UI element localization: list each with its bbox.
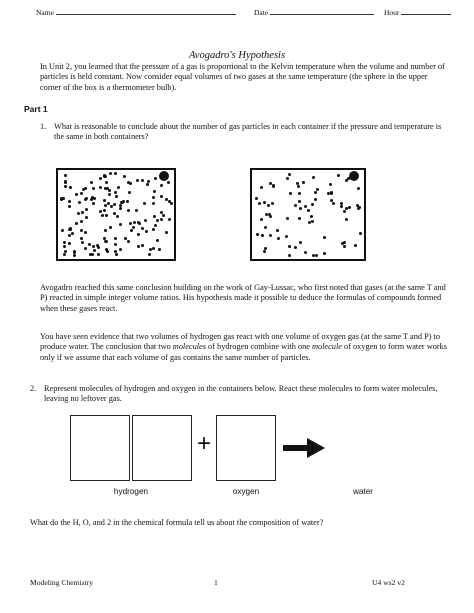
gas-particle (78, 201, 81, 204)
gas-particle (260, 218, 263, 221)
gas-particle (311, 203, 314, 206)
gas-particle (312, 176, 315, 179)
gas-particle (105, 214, 108, 217)
gas-particle (90, 181, 93, 184)
gas-particle (73, 254, 76, 257)
gas-particle (114, 191, 117, 194)
gas-particle (130, 229, 133, 232)
gas-particle (345, 218, 348, 221)
gas-particle (329, 183, 332, 186)
gas-particle (80, 229, 83, 232)
gas-particle (128, 191, 131, 194)
gas-particle (265, 213, 268, 216)
gas-particle (314, 198, 317, 201)
hour-line (401, 14, 451, 15)
gas-particle (123, 175, 126, 178)
gas-particle (91, 253, 94, 256)
gas-particle (298, 192, 301, 195)
gas-particle (264, 247, 267, 250)
gas-particle (99, 186, 102, 189)
gas-particle (63, 253, 66, 256)
footer-version: U4 ws2 v2 (372, 578, 405, 587)
gas-particle (63, 241, 66, 244)
gas-particle (80, 192, 83, 195)
gas-particle (141, 179, 144, 182)
gas-particle (314, 191, 317, 194)
gas-container-right (250, 168, 366, 261)
gas-particle (84, 247, 87, 250)
gas-particle (343, 245, 346, 248)
gas-particle (127, 209, 130, 212)
gas-particle (294, 204, 297, 207)
gas-particle (64, 180, 67, 183)
question-3-text: What do the H, O, and 2 in the chemical formula tell us about the composition of water? (30, 518, 324, 527)
part-heading: Part 1 (24, 104, 48, 114)
gas-particle (129, 182, 132, 185)
gas-particle (358, 206, 361, 209)
gas-particle (113, 203, 116, 206)
gas-particle (286, 177, 289, 180)
gas-particle (340, 205, 343, 208)
gas-particle (263, 250, 266, 253)
gas-particle (110, 205, 113, 208)
gas-particle (152, 247, 155, 250)
gas-particle (286, 217, 289, 220)
gas-particle (92, 202, 95, 205)
gas-particle (144, 219, 147, 222)
gas-particle (337, 174, 340, 177)
gas-particle (296, 182, 299, 185)
oxygen-label: oxygen (232, 487, 260, 496)
gas-particle (146, 183, 149, 186)
name-line (56, 14, 236, 15)
gas-particle (256, 233, 259, 236)
gas-particle (148, 253, 151, 256)
gas-particle (85, 197, 88, 200)
gas-particle (347, 177, 350, 180)
gas-particle (69, 186, 72, 189)
gas-particle (304, 205, 307, 208)
gas-particle (104, 204, 107, 207)
gas-particle (289, 192, 292, 195)
hydrogen-container-1[interactable] (70, 415, 130, 481)
gas-particle (114, 172, 117, 175)
gas-particle (122, 200, 125, 203)
gas-particle (145, 230, 148, 233)
gas-particle (269, 234, 272, 237)
gas-particle (298, 217, 301, 220)
gas-particle (255, 197, 258, 200)
gas-particle (269, 182, 272, 185)
footer-course: Modeling Chemistry (30, 578, 94, 587)
gas-particle (92, 187, 95, 190)
gas-particle (69, 227, 72, 230)
gay-lussac-paragraph: Avogadro reached this same conclusion building on the work of Gay-Lussac, who first noted that gases (at the same T and P) reacted in simple integer volume ratios. His hypothesis made it possible to deduce the formulas of compounds formed when these gases react. (40, 283, 446, 313)
gas-particle (168, 218, 171, 221)
gas-particle (81, 211, 84, 214)
gas-particle (141, 227, 144, 230)
gas-particle (288, 254, 291, 257)
gas-particle (345, 207, 348, 210)
gas-particle (297, 185, 300, 188)
gas-particle (156, 239, 159, 242)
gas-particle (137, 233, 140, 236)
gas-particle (302, 181, 305, 184)
page-title: Avogadro's Hypothesis (188, 50, 286, 61)
gas-particle (103, 209, 106, 212)
gas-particle (119, 223, 122, 226)
gas-particle (68, 234, 71, 237)
gas-particle (99, 210, 102, 213)
gas-particle (114, 237, 117, 240)
gas-particle (308, 221, 311, 224)
gas-particle (359, 232, 362, 235)
gas-particle (160, 218, 163, 221)
gas-particle (156, 219, 159, 222)
gas-particle (264, 226, 267, 229)
gas-particle (348, 206, 351, 209)
question-2-number: 2. (30, 384, 37, 393)
gas-particle (330, 199, 333, 202)
gas-particle (143, 202, 146, 205)
gas-particle (68, 200, 71, 203)
gas-particle (136, 179, 139, 182)
gas-particle (80, 237, 83, 240)
gas-particle (99, 177, 102, 180)
question-1-text: What is reasonable to conclude about the number of gas particles in each container if the pressure and temperature is the same in both containers? (54, 122, 442, 142)
gas-particle (104, 240, 107, 243)
gas-particle (97, 253, 100, 256)
gas-particle (152, 202, 155, 205)
date-field[interactable]: Date (254, 8, 374, 17)
gas-particle (141, 244, 144, 247)
oxygen-container[interactable] (216, 415, 276, 481)
gas-particle (101, 214, 104, 217)
gas-particle (299, 241, 302, 244)
gas-particle (272, 185, 275, 188)
gas-particle (304, 251, 307, 254)
question-1-number: 1. (40, 122, 47, 131)
gas-particle (80, 220, 83, 223)
gas-particle (115, 195, 118, 198)
hydrogen-label: hydrogen (113, 487, 149, 496)
gas-particle (311, 220, 314, 223)
gas-particle (127, 240, 130, 243)
gas-particle (160, 184, 163, 187)
gas-particle (75, 222, 78, 225)
gas-particle (126, 200, 129, 203)
gas-particle (160, 211, 163, 214)
gas-particle (104, 229, 107, 232)
gas-particle (153, 190, 156, 193)
name-field[interactable]: Name (36, 8, 236, 17)
gas-particle (165, 231, 168, 234)
gas-particle (310, 215, 313, 218)
gas-particle (116, 215, 119, 218)
footer-page-number: 1 (214, 578, 218, 587)
gas-particle (162, 214, 165, 217)
gas-particle (64, 185, 67, 188)
gas-particle (307, 209, 310, 212)
gas-particle (105, 181, 108, 184)
gas-particle (82, 188, 85, 191)
gas-particle (133, 221, 136, 224)
gas-particle (84, 231, 87, 234)
thermometer-bulb-icon (159, 171, 169, 181)
gas-particle (263, 201, 266, 204)
gas-particle (277, 237, 280, 240)
gas-particle (68, 242, 71, 245)
gas-container-left (56, 168, 176, 261)
hydrogen-container-2[interactable] (132, 415, 192, 481)
gas-particle (260, 186, 263, 189)
evidence-paragraph: You have seen evidence that two volumes of hydrogen gas react with one volume of oxygen gas (at the same T and P) to produce water. The conclusion that two molecules of hydrogen combine with one molecule of oxygen to form water works only if we assume that each volume of gas contains the same number of particles. (40, 332, 448, 362)
gas-particle (269, 215, 272, 218)
gas-particle (288, 245, 291, 248)
gas-particle (288, 173, 291, 176)
gas-particle (152, 228, 155, 231)
gas-particle (330, 191, 333, 194)
gas-particle (315, 254, 318, 257)
gas-particle (332, 202, 335, 205)
gas-particle (64, 174, 67, 177)
gas-particle (357, 187, 360, 190)
gas-particle (294, 246, 297, 249)
gas-particle (109, 172, 112, 175)
gas-particle (356, 204, 359, 207)
gas-particle (108, 193, 111, 196)
gas-particle (153, 215, 156, 218)
gas-particle (258, 202, 261, 205)
gas-particle (132, 226, 135, 229)
hour-field[interactable]: Hour (384, 8, 451, 17)
gas-particle (298, 200, 301, 203)
gas-particle (261, 234, 264, 237)
gas-particle (152, 196, 155, 199)
gas-particle (316, 188, 319, 191)
question-2-text: Represent molecules of hydrogen and oxygen in the containers below. React these molecules to form water molecules, leaving no leftover gas. (44, 384, 438, 404)
gas-particle (106, 250, 109, 253)
gas-particle (167, 181, 170, 184)
gas-particle (68, 205, 71, 208)
gas-particle (117, 186, 120, 189)
gas-particle (154, 224, 157, 227)
gas-particle (119, 248, 122, 251)
gas-particle (75, 193, 78, 196)
gas-particle (73, 251, 76, 254)
gas-particle (271, 202, 274, 205)
gas-particle (71, 232, 74, 235)
reaction-arrow-icon (283, 438, 325, 458)
gas-particle (108, 189, 111, 192)
gas-particle (129, 222, 132, 225)
gas-particle (135, 209, 138, 212)
date-line (270, 14, 374, 15)
gas-particle (85, 208, 88, 211)
gas-particle (160, 195, 163, 198)
gas-particle (343, 210, 346, 213)
gas-particle (137, 221, 140, 224)
gas-particle (81, 241, 84, 244)
gas-particle (103, 199, 106, 202)
gas-particle (61, 229, 64, 232)
gas-particle (285, 235, 288, 238)
gas-particle (114, 243, 117, 246)
gas-particle (63, 245, 66, 248)
gas-particle (354, 244, 357, 247)
gas-particle (77, 212, 80, 215)
gas-particle (154, 177, 157, 180)
gas-particle (353, 175, 356, 178)
gas-particle (276, 229, 279, 232)
gas-particle (323, 252, 326, 255)
gas-particle (92, 245, 95, 248)
gas-particle (93, 249, 96, 252)
gas-particle (109, 226, 112, 229)
water-label: water (352, 487, 374, 496)
gas-particle (299, 207, 302, 210)
gas-particle (137, 245, 140, 248)
gas-particle (85, 216, 88, 219)
gas-particle (158, 248, 161, 251)
gas-particle (119, 207, 122, 210)
gas-particle (115, 253, 118, 256)
gas-particle (267, 204, 270, 207)
gas-particle (113, 212, 116, 215)
gas-particle (323, 236, 326, 239)
gas-particle (91, 196, 94, 199)
intro-paragraph: In Unit 2, you learned that the pressure of a gas is proportional to the Kelvin temperature when the volume and number of particles is held constant. Now consider equal volumes of two gases at the same temperature (the sphere in the upper corner of the box is a thermometer bulb). (40, 62, 445, 92)
plus-sign: + (196, 430, 211, 457)
gas-particle (88, 243, 91, 246)
